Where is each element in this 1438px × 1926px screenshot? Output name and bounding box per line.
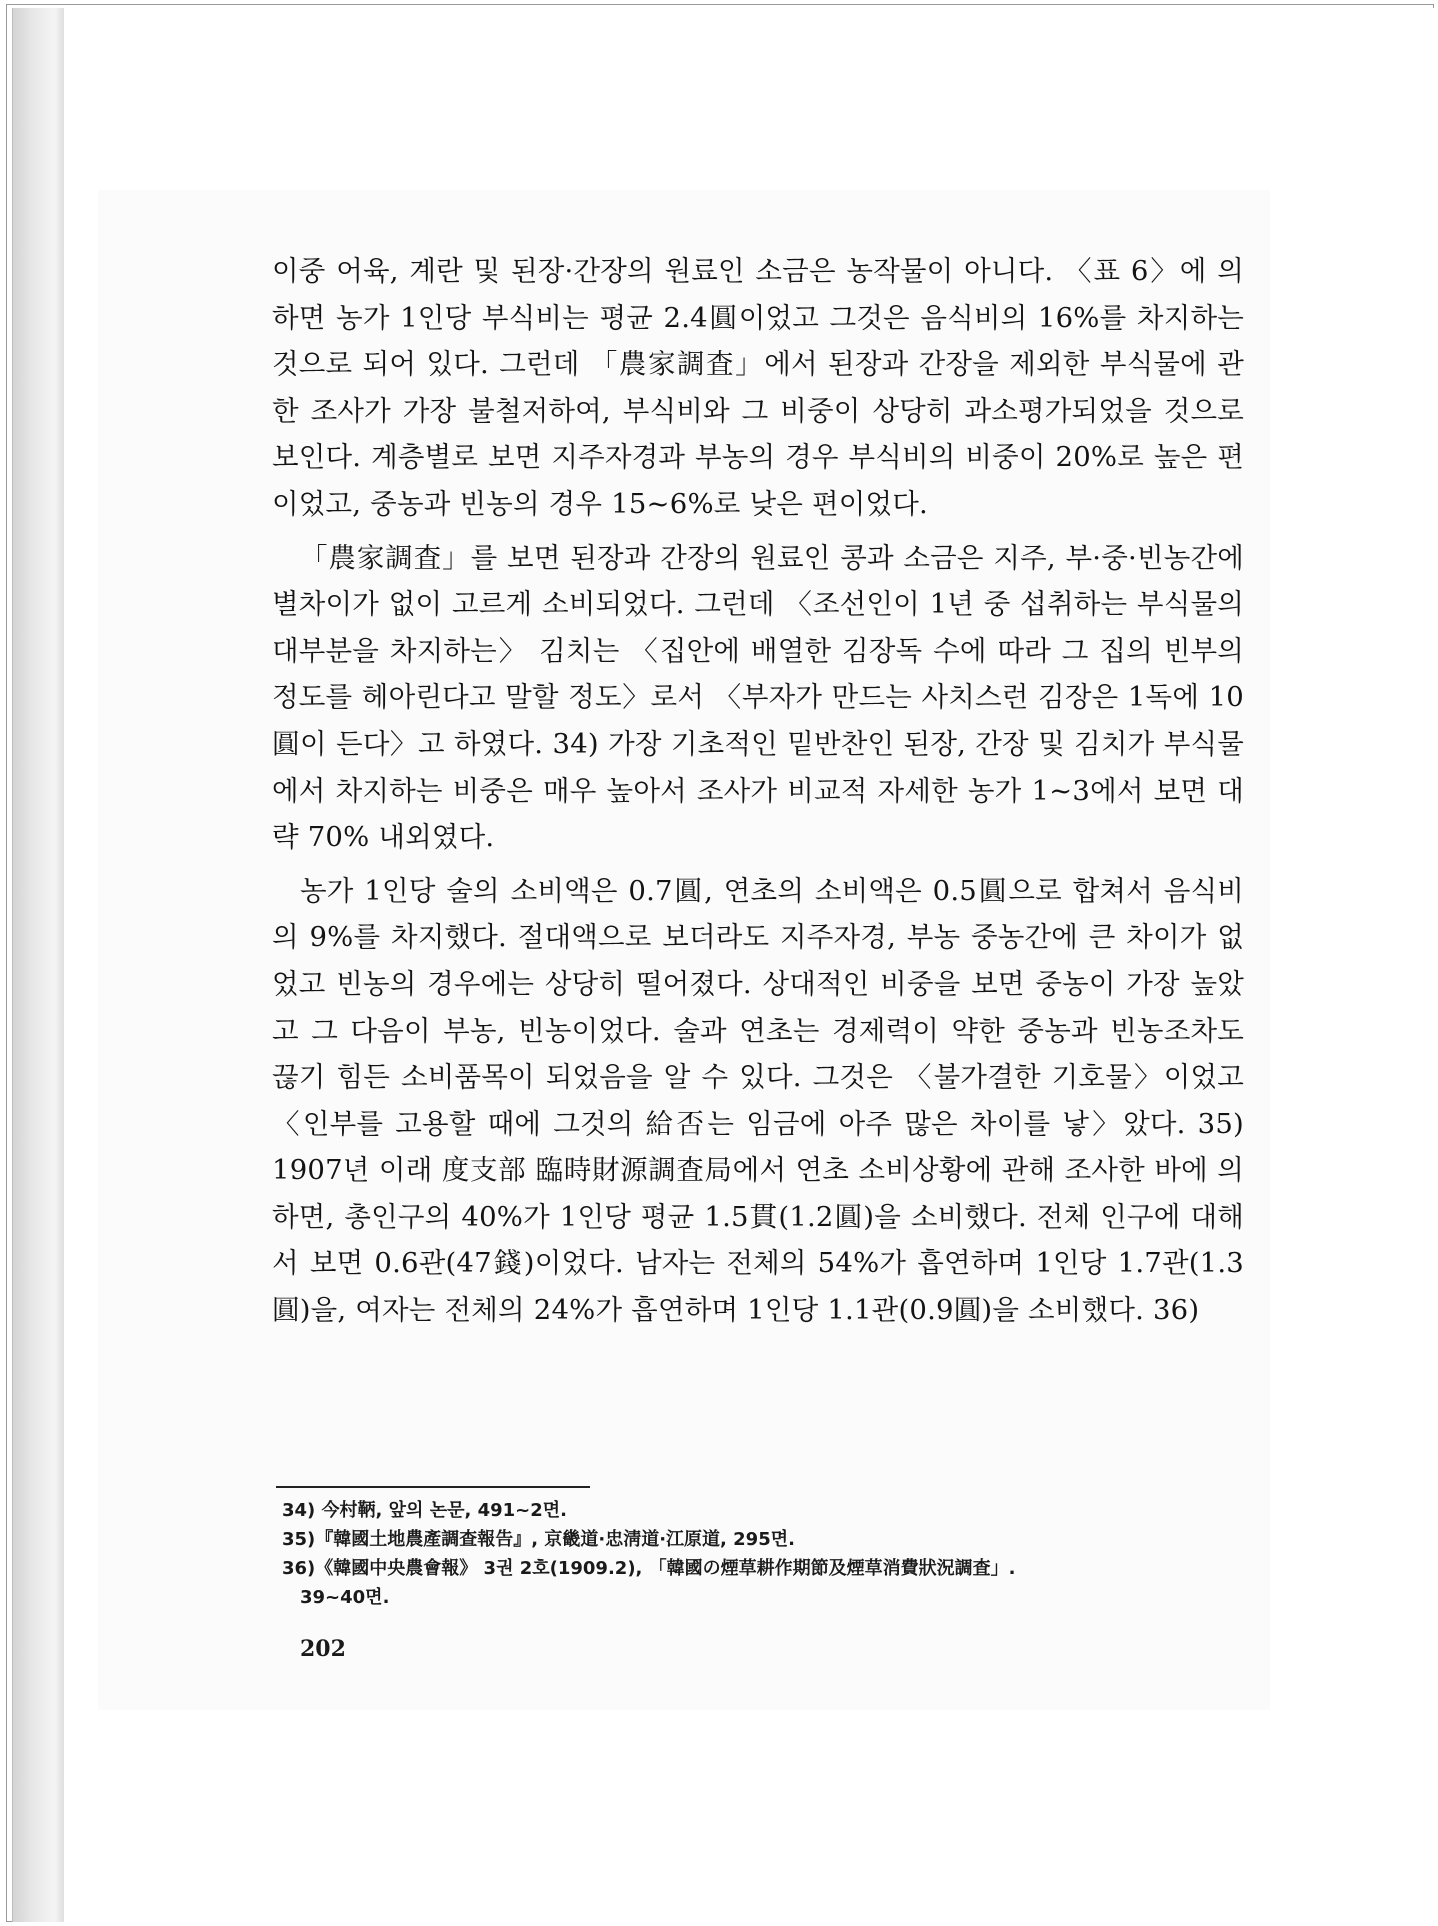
- footnote-36-text: 36)《韓國中央農會報》 3권 2호(1909.2), 「韓國の煙草耕作期節及煙草消費狀況調査」.: [282, 1558, 1016, 1579]
- footnote-35: [282, 1525, 1252, 1554]
- paragraph-3: 농가 1인당 술의 소비액은 0.7圓, 연초의 소비액은 0.5圓으로 합쳐서 음식비의 9%를 차지했다. 절대액으로 보더라도 지주자경, 부농 중농간에 큰 차이가 없었고 빈농의 경우에는 상당히 떨어졌다. 상대적인 비중을 보면 중농이 가장 높았고 그 다음이 부농, 빈농이었다. 술과 연초는 경제력이 약한 중농과 빈농조차도 끊기 힘든 소비품목이 되었음을 알 수 있다. 그것은 〈불가결한 기호물〉이었고 〈인부를 고용할 때에 그것의 給否는 임금에 아주 많은 차이를 낳〉았다. 35) 1907년 이래 度支部 臨時財源調査局에서 연초 소비상황에 관해 조사한 바에 의하면, 총인구의 40%가 1인당 평균 1.5貫(1.2圓)을 소비했다. 전체 인구에 대해서 보면 0.6관(47錢)이었다. 남자는 전체의 54%가 흡연하며 1인당 1.7관(1.3圓)을, 여자는 전체의 24%가 흡연하며 1인당 1.1관(0.9圓)을 소비했다. 36): [272, 874, 1244, 1327]
- paragraph-2: 「農家調査」를 보면 된장과 간장의 원료인 콩과 소금은 지주, 부·중·빈농간에 별차이가 없이 고르게 소비되었다. 그런데 〈조선인이 1년 중 섭취하는 부식물의 대부분을 차지하는〉 김치는 〈집안에 배열한 김장독 수에 따라 그 집의 빈부의 정도를 헤아린다고 말할 정도〉로서 〈부자가 만드는 사치스런 김장은 1독에 10圓이 든다〉고 하였다. 34) 가장 기초적인 밑반찬인 된장, 간장 및 김치가 부식물에서 차지하는 비중은 매우 높아서 조사가 비교적 자세한 농가 1~3에서 보면 대략 70% 내외였다.: [272, 541, 1244, 854]
- page-spine: [12, 8, 66, 1922]
- footnote-34: [282, 1496, 1252, 1525]
- footnote-35-text: 35)『韓國土地農產調查報告』, 京畿道·忠淸道·江原道, 295면.: [282, 1529, 795, 1550]
- paragraph-1: 이중 어육, 계란 및 된장·간장의 원료인 소금은 농작물이 아니다. 〈표 6〉에 의하면 농가 1인당 부식비는 평균 2.4圓이었고 그것은 음식비의 16%를 차지하는 것으로 되어 있다. 그런데 「農家調査」에서 된장과 간장을 제외한 부식물에 관한 조사가 가장 불철저하여, 부식비와 그 비중이 상당히 과소평가되었을 것으로 보인다. 계층별로 보면 지주자경과 부농의 경우 부식비의 비중이 20%로 높은 편이었고, 중농과 빈농의 경우 15~6%로 낮은 편이었다.: [272, 255, 1244, 520]
- footnote-divider: [276, 1486, 590, 1488]
- footnote-36-continuation: 39~40면.: [300, 1587, 390, 1608]
- page-number: 202: [300, 1636, 346, 1662]
- footnotes: [282, 1496, 1252, 1612]
- body-text: [272, 248, 1244, 1341]
- footnote-34-text: 34) 今村鞆, 앞의 논문, 491~2면.: [282, 1500, 567, 1521]
- footnote-36: [282, 1554, 1252, 1612]
